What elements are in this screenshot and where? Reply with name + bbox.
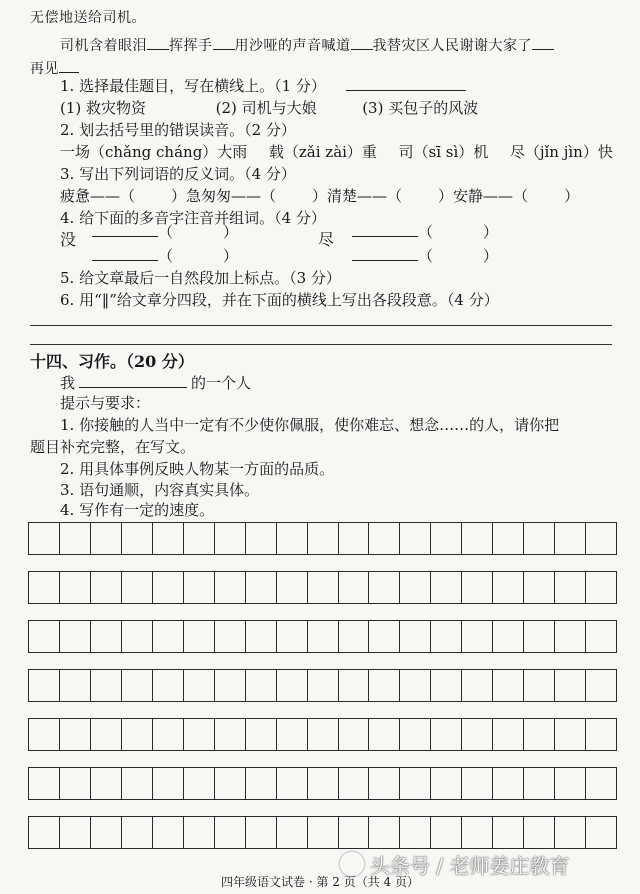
- grid-cell[interactable]: [90, 767, 121, 800]
- grid-cell[interactable]: [90, 718, 121, 751]
- grid-cell[interactable]: [523, 620, 554, 653]
- grid-row[interactable]: [28, 718, 617, 751]
- grid-cell[interactable]: [307, 669, 338, 702]
- grid-cell[interactable]: [430, 571, 461, 604]
- story-line-1: 无偿地送给司机。: [30, 10, 146, 26]
- grid-cell[interactable]: [368, 620, 399, 653]
- grid-cell[interactable]: [368, 669, 399, 702]
- grid-cell[interactable]: [276, 522, 307, 555]
- punct-blank[interactable]: [147, 35, 169, 50]
- grid-cell[interactable]: [152, 620, 183, 653]
- question-4: 4. 给下面的多音字注音并组词。（4 分）: [60, 209, 326, 227]
- tip-3: 3. 语句通顺，内容真实具体。: [60, 481, 260, 499]
- grid-cell[interactable]: [492, 816, 523, 849]
- grid-cell[interactable]: [307, 718, 338, 751]
- grid-cell[interactable]: [399, 571, 430, 604]
- grid-cell[interactable]: [585, 767, 617, 800]
- grid-cell[interactable]: [338, 571, 369, 604]
- grid-cell[interactable]: [585, 571, 617, 604]
- word-blank[interactable]: [352, 222, 418, 237]
- grid-cell[interactable]: [523, 522, 554, 555]
- question-1: 1. 选择最佳题目，写在横线上。（1 分）: [60, 76, 466, 96]
- grid-cell[interactable]: [338, 718, 369, 751]
- word-blank[interactable]: [352, 246, 418, 261]
- grid-cell[interactable]: [90, 669, 121, 702]
- grid-cell[interactable]: [338, 767, 369, 800]
- grid-row[interactable]: [28, 767, 617, 800]
- grid-cell[interactable]: [430, 669, 461, 702]
- grid-cell[interactable]: [554, 718, 585, 751]
- punct-blank[interactable]: [213, 35, 235, 50]
- option-2: (2) 司机与大娘: [215, 99, 317, 117]
- section-heading: 十四、习作。（20 分）: [30, 352, 194, 371]
- grid-cell[interactable]: [28, 522, 59, 555]
- grid-row[interactable]: [28, 816, 617, 849]
- grid-cell[interactable]: [276, 669, 307, 702]
- option-3: (3) 买包子的风波: [362, 99, 479, 117]
- grid-cell[interactable]: [245, 620, 276, 653]
- camera-icon: [340, 852, 364, 876]
- grid-cell[interactable]: [554, 669, 585, 702]
- grid-cell[interactable]: [245, 669, 276, 702]
- polyphone-row-1a: （ ）: [92, 222, 238, 242]
- grid-cell[interactable]: [430, 816, 461, 849]
- grid-cell[interactable]: [492, 767, 523, 800]
- grid-cell[interactable]: [430, 620, 461, 653]
- grid-cell[interactable]: [121, 669, 152, 702]
- grid-cell[interactable]: [461, 816, 492, 849]
- polyphone-row-2b: （ ）: [352, 246, 498, 266]
- grid-row[interactable]: [28, 669, 617, 702]
- grid-cell[interactable]: [90, 571, 121, 604]
- question-2: 2. 划去括号里的错误读音。（2 分）: [60, 121, 296, 139]
- tip-1: 1. 你接触的人当中一定有不少使你佩服，使你难忘、想念……的人，请你把: [60, 416, 560, 434]
- grid-row[interactable]: [28, 620, 617, 653]
- story-line-3: 再见: [30, 58, 79, 79]
- grid-cell[interactable]: [368, 718, 399, 751]
- composition-title: 我 的一个人: [60, 374, 252, 392]
- tips-label: 提示与要求：: [60, 394, 151, 412]
- grid-cell[interactable]: [183, 571, 214, 604]
- watermark: 头条号 / 老师姜庄教育: [340, 850, 569, 879]
- grid-cell[interactable]: [59, 767, 90, 800]
- grid-cell[interactable]: [492, 669, 523, 702]
- grid-cell[interactable]: [461, 718, 492, 751]
- grid-cell[interactable]: [245, 522, 276, 555]
- grid-cell[interactable]: [338, 620, 369, 653]
- option-1: (1) 救灾物资: [60, 99, 147, 117]
- grid-cell[interactable]: [121, 718, 152, 751]
- grid-cell[interactable]: [523, 816, 554, 849]
- grid-cell[interactable]: [28, 767, 59, 800]
- grid-cell[interactable]: [152, 571, 183, 604]
- grid-cell[interactable]: [183, 767, 214, 800]
- grid-cell[interactable]: [214, 669, 245, 702]
- pinyin-item-3[interactable]: 司（sī sì）机: [398, 143, 489, 161]
- grid-cell[interactable]: [152, 767, 183, 800]
- polyphone-char-2: 尽: [318, 230, 335, 249]
- grid-cell[interactable]: [368, 522, 399, 555]
- polyphone-row-1b: （ ）: [92, 246, 238, 266]
- grid-cell[interactable]: [121, 620, 152, 653]
- grid-cell[interactable]: [492, 571, 523, 604]
- polyphone-row-2a: （ ）: [352, 222, 498, 242]
- grid-cell[interactable]: [368, 571, 399, 604]
- grid-cell[interactable]: [399, 522, 430, 555]
- grid-cell[interactable]: [399, 620, 430, 653]
- tip-4: 4. 写作有一定的速度。: [60, 501, 215, 519]
- grid-cell[interactable]: [430, 718, 461, 751]
- grid-cell[interactable]: [276, 571, 307, 604]
- grid-cell[interactable]: [121, 767, 152, 800]
- grid-cell[interactable]: [28, 816, 59, 849]
- question-3-items: 疲惫——（ ）急匆匆——（ ）清楚——（ ）安静——（ ）: [60, 187, 580, 205]
- grid-cell[interactable]: [461, 669, 492, 702]
- grid-row[interactable]: [28, 571, 617, 604]
- question-1-options: [60, 98, 478, 118]
- grid-cell[interactable]: [523, 718, 554, 751]
- pinyin-item-2[interactable]: 载（zǎi zài）重: [268, 143, 377, 161]
- grid-cell[interactable]: [183, 816, 214, 849]
- pinyin-item-1[interactable]: 一场（chǎng cháng）大雨: [60, 143, 248, 161]
- grid-cell[interactable]: [307, 816, 338, 849]
- grid-cell[interactable]: [461, 620, 492, 653]
- grid-cell[interactable]: [399, 718, 430, 751]
- grid-cell[interactable]: [307, 620, 338, 653]
- grid-cell[interactable]: [59, 522, 90, 555]
- punct-blank[interactable]: [532, 35, 554, 50]
- grid-cell[interactable]: [430, 522, 461, 555]
- grid-cell[interactable]: [585, 718, 617, 751]
- grid-cell[interactable]: [338, 522, 369, 555]
- grid-cell[interactable]: [399, 816, 430, 849]
- grid-cell[interactable]: [523, 669, 554, 702]
- polyphone-char-1: 没: [60, 230, 77, 249]
- grid-cell[interactable]: [245, 718, 276, 751]
- punct-blank[interactable]: [59, 58, 79, 73]
- grid-cell[interactable]: [554, 571, 585, 604]
- answer-line-2[interactable]: [30, 344, 612, 345]
- word-blank[interactable]: [92, 246, 158, 261]
- question-6: 6. 用“‖”给文章分四段，并在下面的横线上写出各段段意。（4 分）: [60, 291, 499, 309]
- story-line-2: 司机含着眼泪 挥挥手 用沙哑的声音喊道 我替灾区人民谢谢大家了: [60, 35, 554, 56]
- grid-cell[interactable]: [523, 767, 554, 800]
- question-3: 3. 写出下列词语的反义词。（4 分）: [60, 165, 296, 183]
- grid-cell[interactable]: [554, 816, 585, 849]
- grid-cell[interactable]: [183, 522, 214, 555]
- grid-cell[interactable]: [214, 620, 245, 653]
- grid-cell[interactable]: [183, 620, 214, 653]
- grid-cell[interactable]: [492, 718, 523, 751]
- grid-cell[interactable]: [59, 718, 90, 751]
- grid-cell[interactable]: [276, 620, 307, 653]
- grid-cell[interactable]: [338, 816, 369, 849]
- grid-cell[interactable]: [368, 816, 399, 849]
- page-footer: 四年级语文试卷 · 第 2 页（共 4 页）: [221, 875, 419, 889]
- grid-cell[interactable]: [307, 571, 338, 604]
- question-5: 5. 给文章最后一自然段加上标点。（3 分）: [60, 269, 341, 287]
- grid-cell[interactable]: [28, 669, 59, 702]
- grid-cell[interactable]: [121, 522, 152, 555]
- grid-cell[interactable]: [90, 522, 121, 555]
- grid-cell[interactable]: [461, 571, 492, 604]
- grid-cell[interactable]: [59, 620, 90, 653]
- grid-cell[interactable]: [399, 669, 430, 702]
- grid-cell[interactable]: [90, 816, 121, 849]
- grid-cell[interactable]: [214, 767, 245, 800]
- grid-cell[interactable]: [523, 571, 554, 604]
- grid-cell[interactable]: [245, 571, 276, 604]
- grid-cell[interactable]: [554, 522, 585, 555]
- grid-cell[interactable]: [59, 571, 90, 604]
- title-blank[interactable]: [79, 373, 187, 388]
- grid-cell[interactable]: [338, 669, 369, 702]
- grid-cell[interactable]: [152, 669, 183, 702]
- grid-cell[interactable]: [585, 620, 617, 653]
- grid-cell[interactable]: [121, 816, 152, 849]
- grid-cell[interactable]: [276, 718, 307, 751]
- grid-cell[interactable]: [585, 816, 617, 849]
- grid-cell[interactable]: [399, 767, 430, 800]
- grid-cell[interactable]: [585, 669, 617, 702]
- grid-cell[interactable]: [183, 718, 214, 751]
- grid-cell[interactable]: [245, 767, 276, 800]
- grid-cell[interactable]: [461, 767, 492, 800]
- grid-cell[interactable]: [585, 522, 617, 555]
- grid-cell[interactable]: [152, 522, 183, 555]
- grid-cell[interactable]: [430, 767, 461, 800]
- grid-cell[interactable]: [554, 767, 585, 800]
- answer-blank-q1[interactable]: [346, 76, 466, 91]
- grid-cell[interactable]: [152, 718, 183, 751]
- grid-cell[interactable]: [59, 816, 90, 849]
- pinyin-item-4[interactable]: 尽（jǐn jìn）快: [509, 143, 613, 161]
- grid-cell[interactable]: [461, 522, 492, 555]
- grid-cell[interactable]: [245, 816, 276, 849]
- grid-cell[interactable]: [28, 571, 59, 604]
- grid-cell[interactable]: [183, 669, 214, 702]
- grid-cell[interactable]: [214, 816, 245, 849]
- grid-cell[interactable]: [28, 620, 59, 653]
- grid-cell[interactable]: [276, 767, 307, 800]
- grid-cell[interactable]: [492, 522, 523, 555]
- grid-cell[interactable]: [28, 718, 59, 751]
- punct-blank[interactable]: [351, 35, 373, 50]
- grid-cell[interactable]: [276, 816, 307, 849]
- tip-1-cont: 题目补充完整，在写文。: [30, 438, 196, 456]
- grid-cell[interactable]: [59, 669, 90, 702]
- question-2-items: [60, 142, 613, 162]
- answer-line-1[interactable]: [30, 325, 612, 326]
- tip-2: 2. 用具体事例反映人物某一方面的品质。: [60, 460, 335, 478]
- grid-cell[interactable]: [307, 522, 338, 555]
- grid-cell[interactable]: [307, 767, 338, 800]
- grid-cell[interactable]: [121, 571, 152, 604]
- grid-row[interactable]: [28, 522, 617, 555]
- grid-cell[interactable]: [214, 571, 245, 604]
- word-blank[interactable]: [92, 222, 158, 237]
- grid-cell[interactable]: [152, 816, 183, 849]
- grid-cell[interactable]: [492, 620, 523, 653]
- grid-cell[interactable]: [368, 767, 399, 800]
- grid-cell[interactable]: [214, 718, 245, 751]
- grid-cell[interactable]: [90, 620, 121, 653]
- grid-cell[interactable]: [554, 620, 585, 653]
- grid-cell[interactable]: [214, 522, 245, 555]
